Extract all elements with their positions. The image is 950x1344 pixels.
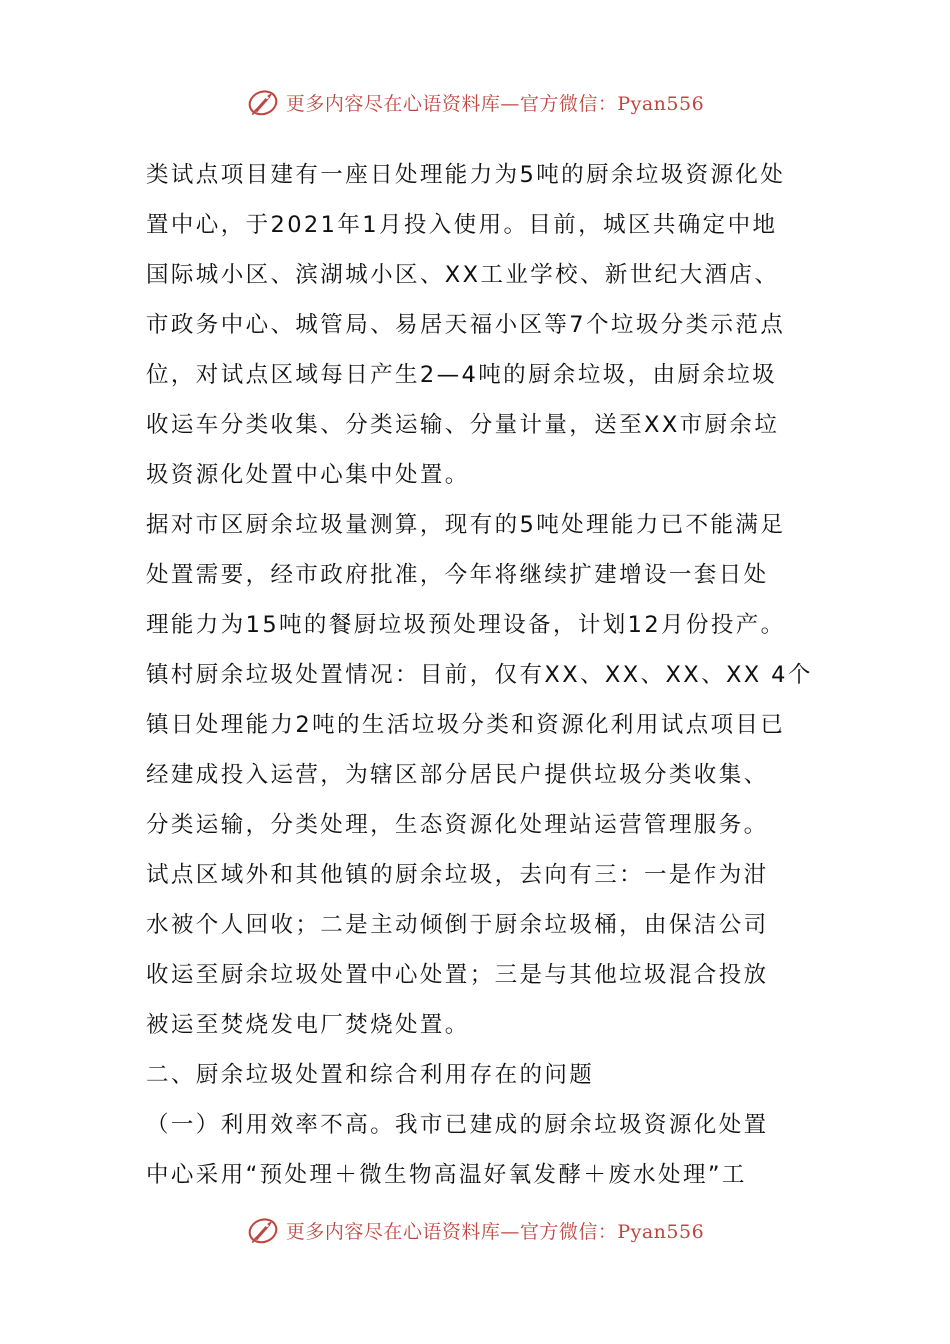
pen-nib-logo-icon <box>246 85 280 119</box>
watermark-text: 更多内容尽在心语资料库—官方微信：Pyan556 <box>285 92 705 115</box>
watermark-text: 更多内容尽在心语资料库—官方微信：Pyan556 <box>285 1220 705 1243</box>
body-line: 被运至焚烧发电厂焚烧处置。 <box>146 1012 470 1038</box>
body-line: （一）利用效率不高。我市已建成的厨余垃圾资源化处置 <box>146 1112 769 1138</box>
body-line: 水被个人回收；二是主动倾倒于厨余垃圾桶，由保洁公司 <box>146 912 769 938</box>
body-line: 市政务中心、城管局、易居天福小区等7个垃圾分类示范点 <box>146 312 786 338</box>
body-line: 据对市区厨余垃圾量测算，现有的5吨处理能力已不能满足 <box>146 512 786 538</box>
body-line: 位，对试点区域每日产生2—4吨的厨余垃圾，由厨余垃圾 <box>146 362 778 388</box>
body-line: 经建成投入运营，为辖区部分居民户提供垃圾分类收集、 <box>146 762 769 788</box>
body-line: 国际城小区、滨湖城小区、XX工业学校、新世纪大酒店、 <box>146 262 780 288</box>
body-line: 中心采用“预处理＋微生物高温好氧发酵＋废水处理”工 <box>146 1162 747 1188</box>
body-line: 试点区域外和其他镇的厨余垃圾，去向有三：一是作为泔 <box>146 862 769 888</box>
pen-nib-logo-icon <box>246 1213 280 1247</box>
body-line: 处置需要，经市政府批准，今年将继续扩建增设一套日处 <box>146 562 769 588</box>
body-line: 收运车分类收集、分类运输、分量计量，送至XX市厨余垃 <box>146 412 780 438</box>
body-line: 置中心，于2021年1月投入使用。目前，城区共确定中地 <box>146 212 778 238</box>
document-body <box>146 150 811 1200</box>
body-line: 镇村厨余垃圾处置情况：目前，仅有XX、XX、XX、XX 4个 <box>146 662 813 688</box>
body-line: 理能力为15吨的餐厨垃圾预处理设备，计划12月份投产。 <box>146 612 786 638</box>
section-heading: 二、厨余垃圾处置和综合利用存在的问题 <box>146 1062 595 1088</box>
body-line: 类试点项目建有一座日处理能力为5吨的厨余垃圾资源化处 <box>146 162 786 188</box>
body-line: 分类运输，分类处理，生态资源化处理站运营管理服务。 <box>146 812 769 838</box>
header-watermark <box>0 82 950 122</box>
footer-watermark <box>0 1210 950 1250</box>
body-line: 镇日处理能力2吨的生活垃圾分类和资源化利用试点项目已 <box>146 712 786 738</box>
body-line: 收运至厨余垃圾处置中心处置；三是与其他垃圾混合投放 <box>146 962 769 988</box>
body-line: 圾资源化处置中心集中处置。 <box>146 462 470 488</box>
